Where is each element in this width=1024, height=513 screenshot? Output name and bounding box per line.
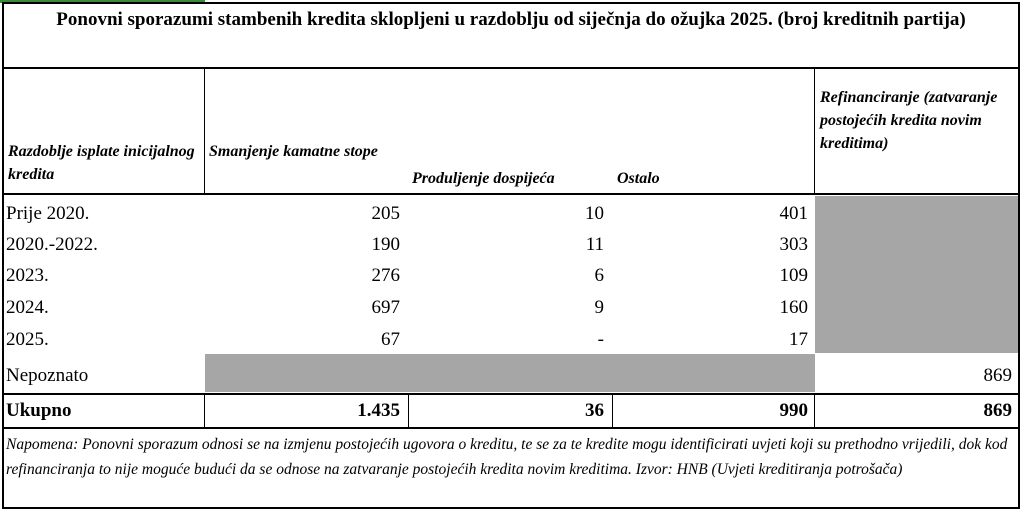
row-rate: 67 (381, 329, 400, 350)
header-period: Razdoblje isplate inicijalnog kredita (8, 143, 195, 183)
row-maturity: 11 (585, 234, 604, 255)
rule-below-total (4, 427, 1018, 429)
row-other: 109 (779, 265, 808, 286)
table-title: Ponovni sporazumi stambenih kredita sklopljeni u razdoblju od siječnja do ožujka 2025. (broj kreditnih partija) (56, 9, 966, 30)
rule-below-header (4, 193, 1018, 195)
row-period: 2024. (6, 297, 49, 318)
rule-below-title (4, 67, 1018, 69)
footnote: Napomena: Ponovni sporazum odnosi se na izmjenu postojećih ugovora o kreditu, te se za te kredite mogu identificirati uvjeti koji su prethodno vrijedili, dok kod refinanciranja to nije moguće budući da se odnose na zatvaranje postojećih kredita novim kreditima. Izvor: HNB (Uvjeti kreditiranja potrošača) (6, 436, 1008, 478)
row-period: 2020.-2022. (6, 234, 98, 255)
row-maturity: 10 (585, 203, 604, 224)
total-maturity: 36 (585, 400, 604, 421)
total-label: Ukupno (6, 400, 72, 421)
total-other: 990 (779, 400, 808, 421)
row-maturity: - (597, 329, 604, 350)
row-other: 401 (779, 203, 808, 224)
total-refinancing: 869 (983, 400, 1012, 421)
header-other: Ostalo (617, 170, 660, 187)
header-maturity-extension: Produljenje dospijeća (412, 170, 555, 187)
row-maturity: 9 (594, 297, 604, 318)
row-maturity: 6 (594, 265, 604, 286)
col-divider-1 (204, 68, 205, 193)
row-rate: 190 (371, 234, 400, 255)
header-refinancing: Refinanciranje (zatvaranje postojećih kredita novim kreditima) (820, 89, 998, 152)
unknown-refinancing: 869 (983, 365, 1012, 386)
row-other: 303 (779, 234, 808, 255)
row-rate: 205 (371, 203, 400, 224)
row-rate: 697 (371, 297, 400, 318)
row-rate: 276 (371, 265, 400, 286)
grey-unknown-shade (205, 354, 815, 392)
row-period: Prije 2020. (6, 203, 90, 224)
header-rate-reduction: Smanjenje kamatne stope (209, 143, 378, 160)
grey-refinancing-shade (815, 196, 1018, 353)
rule-above-total (4, 393, 1018, 395)
col-divider-4 (814, 68, 815, 193)
unknown-label: Nepoznato (6, 365, 89, 386)
row-period: 2023. (6, 265, 49, 286)
row-other: 160 (779, 297, 808, 318)
total-rate: 1.435 (357, 400, 400, 421)
row-other: 17 (789, 329, 808, 350)
row-period: 2025. (6, 329, 49, 350)
